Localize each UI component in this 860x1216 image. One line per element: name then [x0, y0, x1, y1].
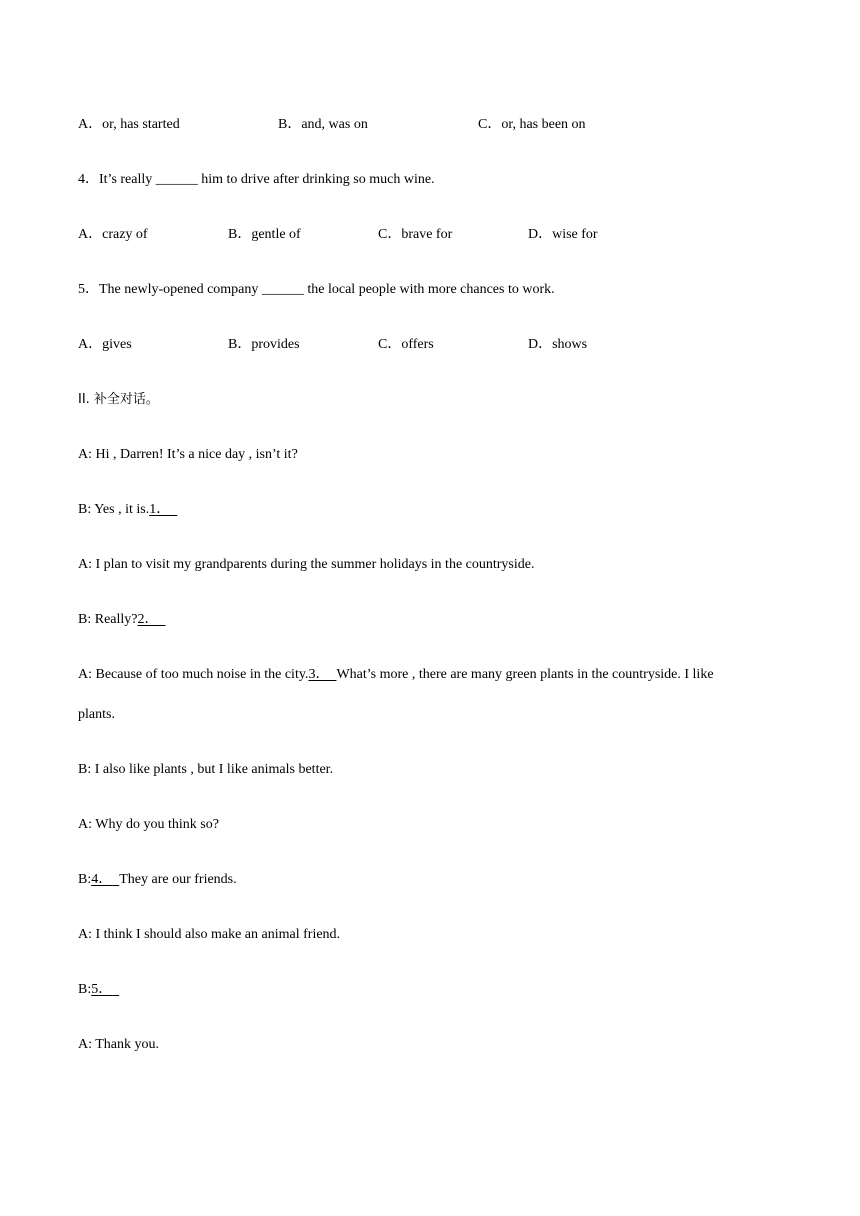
dialogue-text: What’s more , there are many green plants in the countryside. I like [336, 667, 714, 682]
dialogue-line-4 [78, 610, 166, 630]
blank-3: 3． [308, 667, 330, 682]
blank-1-pad [170, 502, 177, 517]
q3-option-b: B．and, was on [278, 117, 368, 132]
dialogue-text: B: Yes , it is. [78, 502, 150, 517]
dialogue-line-10 [78, 980, 119, 1000]
dialogue-text: They are our friends. [119, 872, 237, 887]
dialogue-line-8 [78, 870, 237, 890]
dialogue-line-6: B: I also like plants , but I like animals better. [78, 762, 334, 777]
q4-option-a: A．crazy of [78, 227, 148, 242]
q4-option-b: B．gentle of [228, 227, 301, 242]
q5-stem: 5．The newly-opened company ______ the local people with more chances to work. [78, 282, 555, 297]
dialogue-line-5-continued: plants. [78, 707, 115, 722]
q4-option-d: D．wise for [528, 227, 598, 242]
blank-1: 1． [149, 502, 171, 517]
blank-2-pad [159, 612, 166, 627]
blank-5-pad [112, 982, 119, 997]
dialogue-line-5 [78, 665, 714, 685]
dialogue-line-2 [78, 500, 177, 520]
q5-option-b: B．provides [228, 337, 300, 352]
blank-5: 5． [91, 982, 113, 997]
q3-option-a: A．or, has started [78, 117, 180, 132]
dialogue-line-3: A: I plan to visit my grandparents during the summer holidays in the countryside. [78, 557, 535, 572]
q4-stem: 4．It’s really ______ him to drive after drinking so much wine. [78, 172, 435, 187]
q4-option-c: C．brave for [378, 227, 453, 242]
blank-4: 4． [91, 872, 113, 887]
q3-option-c: C．or, has been on [478, 117, 586, 132]
q5-option-a: A．gives [78, 337, 132, 352]
dialogue-text: B: [78, 982, 92, 997]
dialogue-text: B: Really? [78, 612, 138, 627]
blank-2: 2． [137, 612, 159, 627]
dialogue-text: B: [78, 872, 92, 887]
dialogue-line-1: A: Hi , Darren! It’s a nice day , isn’t it? [78, 447, 298, 462]
dialogue-line-7: A: Why do you think so? [78, 817, 219, 832]
section-heading: II. 补全对话。 [78, 392, 159, 407]
q5-option-c: C．offers [378, 337, 434, 352]
dialogue-line-9: A: I think I should also make an animal friend. [78, 927, 341, 942]
q5-option-d: D．shows [528, 337, 588, 352]
dialogue-text: A: Because of too much noise in the city. [78, 667, 309, 682]
dialogue-line-11: A: Thank you. [78, 1037, 160, 1052]
